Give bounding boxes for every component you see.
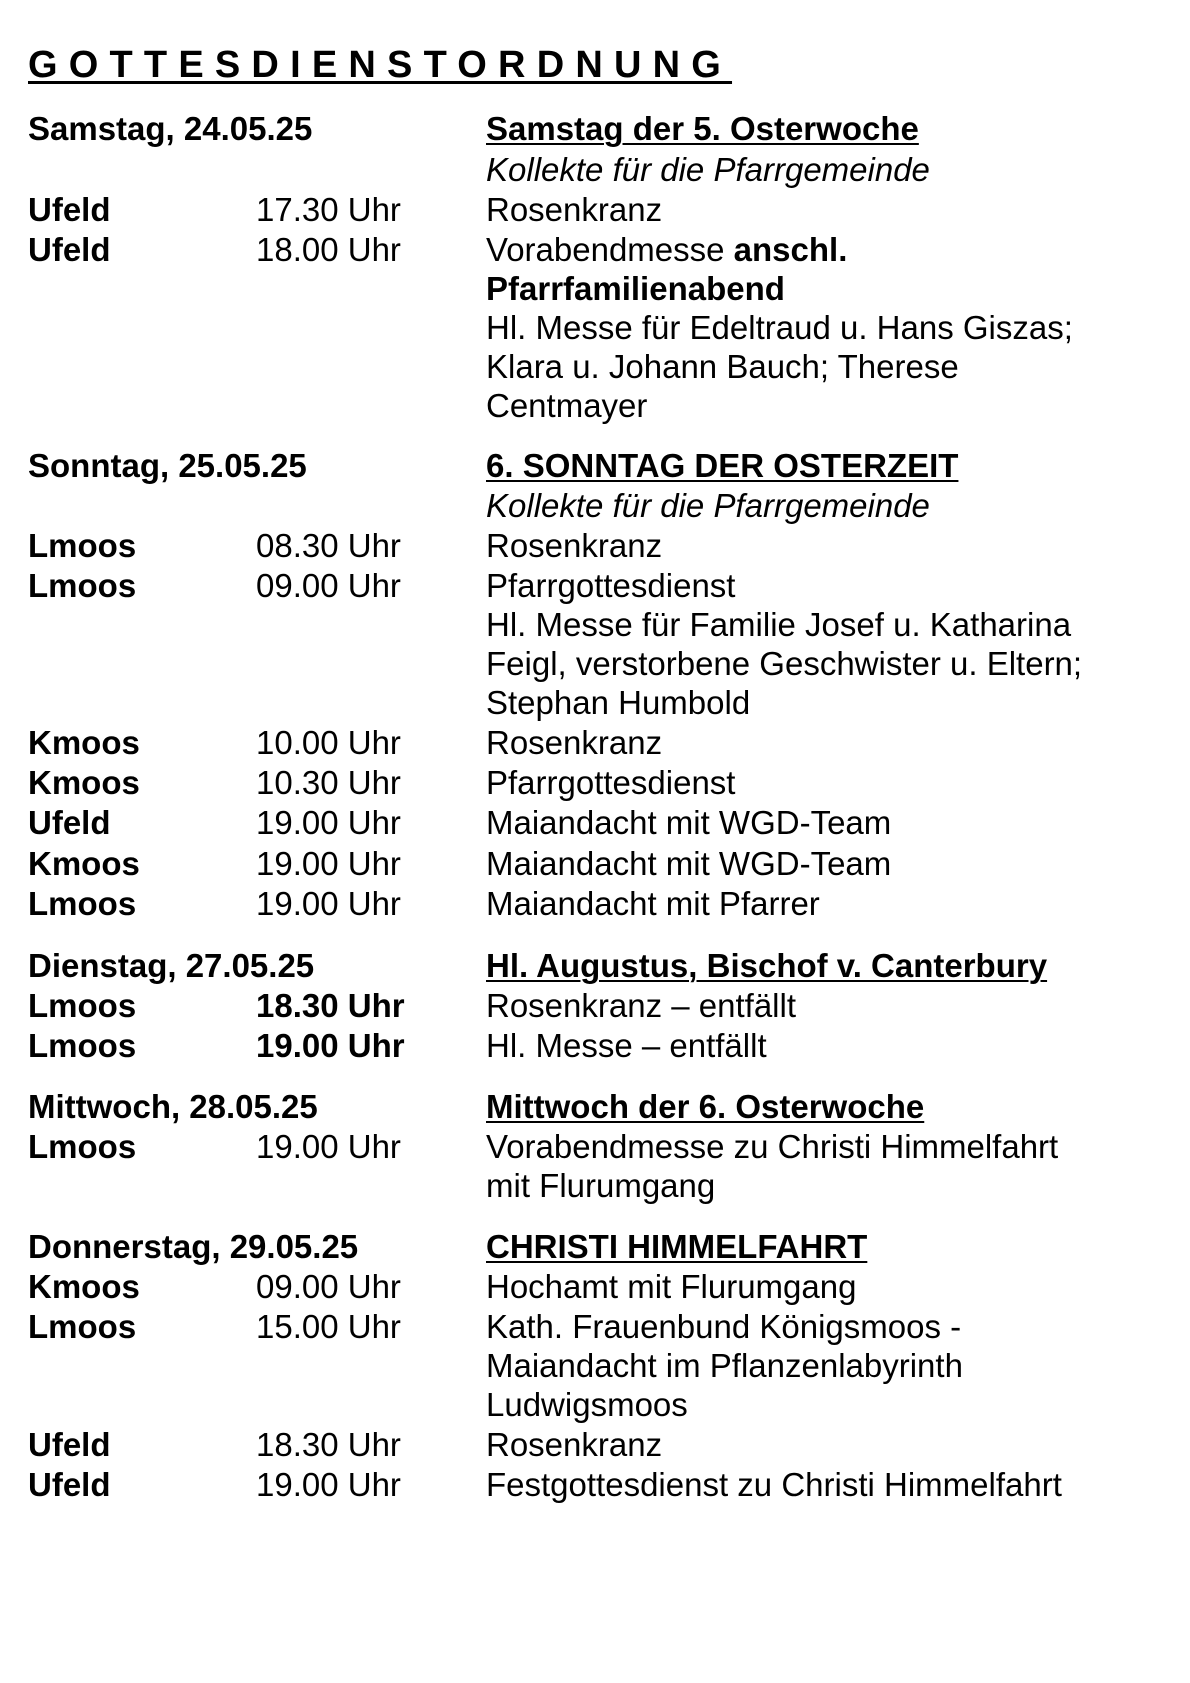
service-place: Kmoos [28,724,140,761]
mass-intention: Stephan Humbold [486,684,751,721]
service-description-bold: anschl. [733,231,848,268]
day-date: Samstag, 24.05.25 [28,110,313,147]
service-time: 09.00 Uhr [256,567,401,604]
page-title: GOTTESDIENSTORDNUNG [28,44,733,86]
service-place: Ufeld [28,231,111,268]
collection-note: Kollekte für die Pfarrgemeinde [486,487,930,524]
service-description: Maiandacht mit WGD-Team [486,804,892,841]
service-place: Lmoos [28,567,137,604]
service-time: 19.00 Uhr [256,1466,401,1503]
feast-name: Samstag der 5. Osterwoche [486,110,919,147]
service-description: Rosenkranz [486,1426,663,1463]
feast-name: Mittwoch der 6. Osterwoche [486,1088,925,1125]
service-description: Vorabendmesse zu Christi Himmelfahrt [486,1128,1059,1165]
service-place: Kmoos [28,764,140,801]
service-description: Pfarrgottesdienst [486,764,736,801]
service-description: Rosenkranz [486,527,663,564]
service-description: Hochamt mit Flurumgang [486,1268,857,1305]
mass-intention: Hl. Messe für Edeltraud u. Hans Giszas; [486,309,1073,346]
service-time: 09.00 Uhr [256,1268,401,1305]
service-place: Ufeld [28,1426,111,1463]
service-time: 18.30 Uhr [256,987,405,1024]
service-time: 15.00 Uhr [256,1308,401,1345]
service-time: 18.00 Uhr [256,231,401,268]
service-description: mit Flurumgang [486,1167,716,1204]
service-description: Rosenkranz [486,191,663,228]
service-description-bold: Pfarrfamilienabend [486,270,785,307]
feast-name: 6. SONNTAG DER OSTERZEIT [486,447,959,484]
service-description: Hl. Messe – entfällt [486,1027,767,1064]
service-description: Maiandacht mit WGD-Team [486,845,892,882]
service-place: Kmoos [28,1268,140,1305]
service-place: Lmoos [28,885,137,922]
service-description: Maiandacht mit Pfarrer [486,885,820,922]
service-time: 17.30 Uhr [256,191,401,228]
day-date: Donnerstag, 29.05.25 [28,1228,359,1265]
service-time: 10.00 Uhr [256,724,401,761]
service-time: 19.00 Uhr [256,1128,401,1165]
service-description: Festgottesdienst zu Christi Himmelfahrt [486,1466,1062,1503]
service-description: Rosenkranz – entfällt [486,987,797,1024]
day-date: Dienstag, 27.05.25 [28,947,315,984]
service-place: Lmoos [28,1027,137,1064]
day-date: Mittwoch, 28.05.25 [28,1088,318,1125]
feast-name: Hl. Augustus, Bischof v. Canterbury [486,947,1048,984]
service-description: Maiandacht im Pflanzenlabyrinth [486,1347,963,1384]
service-place: Ufeld [28,804,111,841]
mass-intention: Klara u. Johann Bauch; Therese [486,348,959,385]
service-place: Kmoos [28,845,140,882]
service-time: 10.30 Uhr [256,764,401,801]
service-time: 19.00 Uhr [256,885,401,922]
service-time: 19.00 Uhr [256,1027,405,1064]
service-description [486,229,1176,270]
service-place: Lmoos [28,1128,137,1165]
service-description: Rosenkranz [486,724,663,761]
service-place: Ufeld [28,1466,111,1503]
service-place: Ufeld [28,191,111,228]
service-place: Lmoos [28,987,137,1024]
feast-name: CHRISTI HIMMELFAHRT [486,1228,868,1265]
service-description: Kath. Frauenbund Königsmoos - [486,1308,962,1345]
service-place: Lmoos [28,527,137,564]
mass-intention: Feigl, verstorbene Geschwister u. Eltern; [486,645,1083,682]
service-time: 08.30 Uhr [256,527,401,564]
service-description: Ludwigsmoos [486,1386,688,1423]
service-description: Pfarrgottesdienst [486,567,736,604]
mass-intention: Centmayer [486,387,648,424]
service-place: Lmoos [28,1308,137,1345]
service-time: 19.00 Uhr [256,845,401,882]
day-date: Sonntag, 25.05.25 [28,447,307,484]
service-description-text: Vorabendmesse [486,231,725,268]
mass-intention: Hl. Messe für Familie Josef u. Katharina [486,606,1072,643]
service-time: 19.00 Uhr [256,804,401,841]
collection-note: Kollekte für die Pfarrgemeinde [486,151,930,188]
service-time: 18.30 Uhr [256,1426,401,1463]
